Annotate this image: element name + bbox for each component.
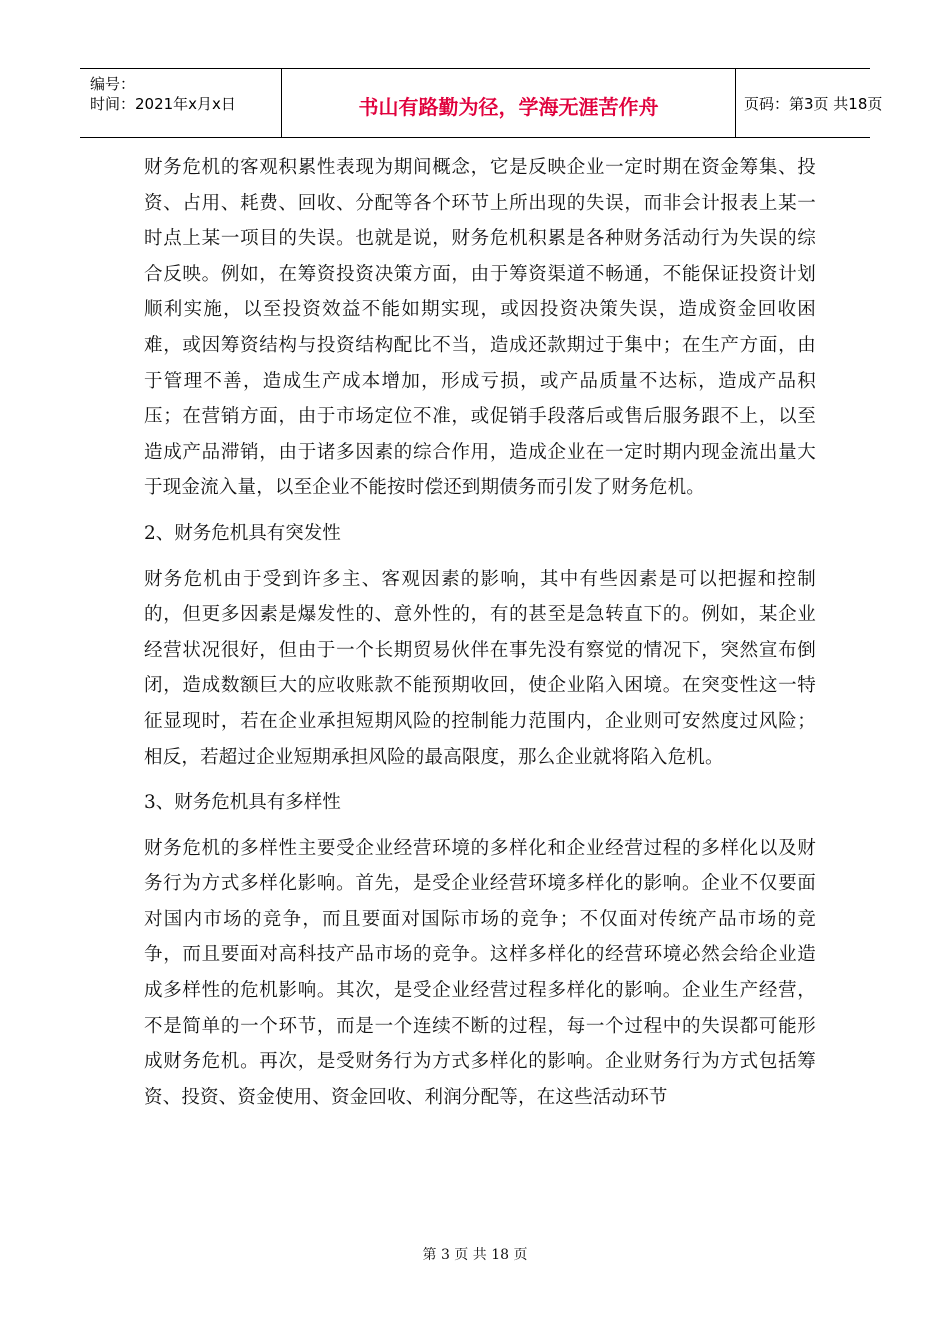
document-header [80,68,883,138]
paragraph-diversity: 财务危机的多样性主要受企业经营环境的多样化和企业经营过程的多样化以及财务行为方式多样化影响。首先，是受企业经营环境多样化的影响。企业不仅要面对国内市场的竞争，而且要面对国际市场的竞争；不仅面对传统产品市场的竞争，而且要面对高科技产品市场的竞争。这样多样化的经营环境必然会给企业造成多样性的危机影响。其次，是受企业经营过程多样化的影响。企业生产经营，不是简单的一个环节，而是一个连续不断的过程，每一个过程中的失误都可能形成财务危机。再次，是受财务行为方式多样化的影响。企业财务行为方式包括筹资、投资、资金使用、资金回收、利润分配等，在这些活动环节 [144,837,816,1108]
header-page-cell [736,69,883,137]
document-number-label: 编号： [90,75,136,93]
paragraph-suddenness: 财务危机由于受到许多主、客观因素的影响，其中有些因素是可以把握和控制的，但更多因素是爆发性的、意外性的，有的甚至是急转直下的。例如，某企业经营状况很好，但由于一个长期贸易伙伴在事先没有察觉的情况下，突然宣布倒闭，造成数额巨大的应收账款不能预期收回，使企业陷入困境。在突变性这一特征显现时，若在企业承担短期风险的控制能力范围内，企业则可安然度过风险；相反，若超过企业短期承担风险的最高限度，那么企业就将陷入危机。 [144,568,816,768]
paragraph-accumulation: 财务危机的客观积累性表现为期间概念，它是反映企业一定时期在资金筹集、投资、占用、耗费、回收、分配等各个环节上所出现的失误，而非会计报表上某一时点上某一项目的失误。也就是说，财务危机积累是各种财务活动行为失误的综合反映。例如，在筹资投资决策方面，由于筹资渠道不畅通，不能保证投资计划顺利实施，以至投资效益不能如期实现，或因投资决策失误，造成资金回收困难，或因筹资结构与投资结构配比不当，造成还款期过于集中；在生产方面，由于管理不善，造成生产成本增加，形成亏损，或产品质量不达标，造成产品积压；在营销方面，由于市场定位不准，或促销手段落后或售后服务跟不上，以至造成产品滞销，由于诸多因素的综合作用，造成企业在一定时期内现金流出量大于现金流入量，以至企业不能按时偿还到期债务而引发了财务危机。 [144,157,816,499]
header-motto: 书山有路勤为径，学海无涯苦作舟 [358,95,659,119]
section-heading-diversity: 3、财务危机具有多样性 [144,792,341,814]
document-body [144,150,816,1115]
header-motto-cell [281,69,736,137]
page-footer: 第 3 页 共 18 页 [422,1247,528,1263]
header-page-info: 页码：第3页 共18页 [744,95,883,113]
header-meta-cell [80,69,281,137]
section-heading-suddenness: 2、财务危机具有突发性 [144,522,341,544]
document-date: 时间：2021年x月x日 [90,95,236,113]
